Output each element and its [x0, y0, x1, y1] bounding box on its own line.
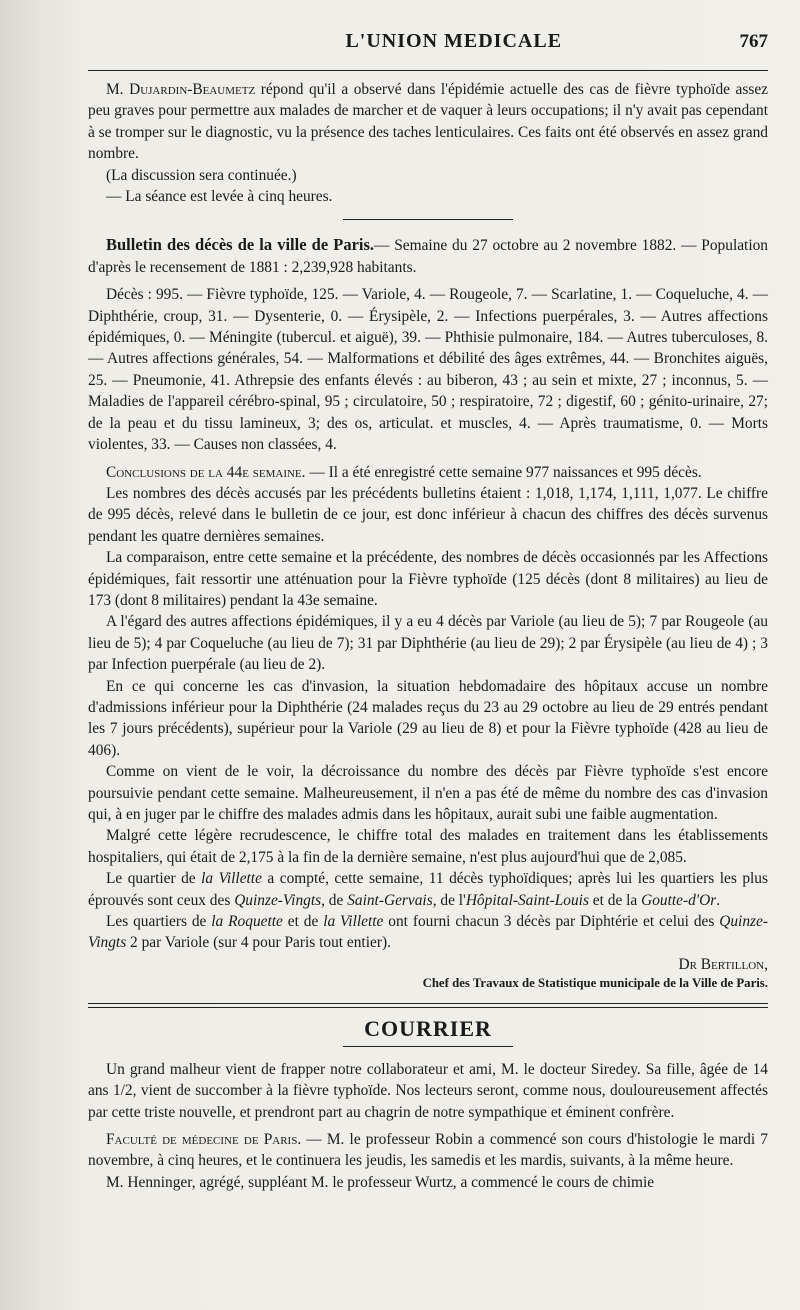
invasion-paragraph: En ce qui concerne les cas d'invasion, la situation hebdomadaire des hôpitaux accuse un nombre d'admissions inférieur pour la Diphthérie (24 malades reçus du 23 au 29 octobre au lieu de 29 entrés pendant les 7 jours précédents), supérieur pour la Variole (29 au lieu de 8) et pour la Fièvre typhoïde (428 au lieu de 406). — [88, 677, 768, 759]
courrier-heading: COURRIER — [364, 1015, 492, 1041]
text-run: , de — [321, 891, 348, 909]
text-run: Les quartiers de — [106, 913, 212, 931]
section-divider — [343, 219, 513, 220]
villette-paragraph — [88, 868, 768, 911]
recrudescence-paragraph: Malgré cette légère recrudescence, le chiffre total des malades en traitement dans les établissements hospitaliers, qui était de 2,175 à la fin de la dernière semaine, n'est plus aujourd'hui que de 2,085. — [88, 827, 768, 866]
decrease-paragraph: Comme on vient de le voir, la décroissance du nombre des décès par Fièvre typhoïde s'est encore poursuivie pendant cette semaine. Malheureusement, il n'en a pas été de même du nombre des cas d'invasion qui, à en juger par le chiffre des malades admis dans les hôpitaux, aurait subi une faible augmentation. — [88, 763, 768, 823]
siredey-paragraph: Un grand malheur vient de frapper notre collaborateur et ami, M. le docteur Siredey. Sa fille, âgée de 14 ans 1/2, vient de succomber à la fièvre typhoïde. Nos lecteurs seront, comme nous, douloureusement affectés par cette triste nouvelle, et prendront part au chagrin de notre sympathique et éminent confrère. — [88, 1060, 768, 1121]
roquette-paragraph — [88, 911, 768, 954]
bulletin-intro-text: — Semaine du 27 octobre au 2 novembre 1882. — Population d'après le recensement de 1881 : 2,239,928 habitants. — [88, 237, 768, 276]
text-run: a compté, cette semaine, 11 décès typhoïdiques; après lui les quartiers les plus éprouvés sont ceux des — [88, 870, 768, 909]
conclusions-paragraph — [88, 462, 768, 483]
previous-bulletins-paragraph: Les nombres des décès accusés par les précédents bulletins étaient : 1,018, 1,174, 1,111, 1,077. Le chiffre de 995 décès, relevé dans le bulletin de ce jour, est donc inférieur à chacun des chiffres des décès survenus pendant les quatre dernières semaines. — [88, 484, 768, 545]
faculte-paragraph — [88, 1129, 768, 1172]
discussion-note: (La discussion sera continuée.) — [106, 166, 297, 184]
dujardin-paragraph — [88, 79, 768, 165]
journal-title: L'UNION MEDICALE — [345, 30, 563, 52]
page-header — [88, 30, 768, 71]
comparison-paragraph: La comparaison, entre cette semaine et la précédente, des nombres de décès occasionnés par les Affections épidémiques, fait ressortir une atténuation pour la Fièvre typhoïde (125 décès (dont 8 militaires) au lieu de 173 (dont 8 militaires) pendant la 43e semaine. — [88, 549, 768, 609]
district-name: la Villette — [323, 913, 384, 931]
courrier-divider — [343, 1046, 513, 1047]
district-name: Quinze-Vingts — [234, 891, 322, 909]
henninger-paragraph: M. Henninger, agrégé, suppléant M. le professeur Wurtz, a commencé le cours de chimie — [106, 1173, 655, 1191]
page-number: 767 — [739, 31, 768, 52]
double-divider — [88, 1003, 768, 1008]
bulletin-intro — [88, 234, 768, 278]
district-name: la Roquette — [211, 913, 283, 931]
text-run: Le quartier de — [106, 870, 202, 888]
text-run: et de — [282, 913, 324, 931]
session-close: — La séance est levée à cinq heures. — [106, 188, 333, 206]
faculte-label: Faculté de médecine de Paris. — [106, 1131, 302, 1149]
district-name: Saint-Gervais — [347, 891, 433, 909]
text-run: , de l' — [432, 891, 466, 909]
district-name: la Villette — [201, 870, 262, 888]
faculte-text: — M. le professeur Robin a commencé son cours d'histologie le mardi 7 novembre, à cinq heures, et le continuera les jeudis, les samedis et les mardis, suivants, à la même heure. — [88, 1131, 768, 1170]
other-epidemics-paragraph: A l'égard des autres affections épidémiques, il y a eu 4 décès par Variole (au lieu de 5); 7 par Rougeole (au lieu de 5); 4 par Coqueluche (au lieu de 7); 31 par Diphthérie (au lieu de 29); 2 par Érysipèle (au lieu de 4) ; 3 par Infection puerpérale (au lieu de 2). — [88, 613, 768, 674]
district-name: Hôpital-Saint-Louis — [465, 891, 589, 909]
signature-title: Chef des Travaux de Statistique municipale de la Ville de Paris. — [422, 975, 768, 990]
deaths-list: Décès : 995. — Fièvre typhoïde, 125. — Variole, 4. — Rougeole, 7. — Scarlatine, 1. — Coqueluche, 4. — Diphthérie, croup, 31. — Dysenterie, 0. — Érysipèle, 2. — Infections puerpérales, 3. — Autres affections épidémiques, 0. — Méningite (tubercul. et aiguë), 39. — Phthisie pulmonaire, 184. — Autres tuberculoses, 8. — Autres affections générales, 54. — Malformations et débilité des âges extrêmes, 44. — Bronchites aiguës, 25. — Pneumonie, 41. Athrepsie des enfants élevés : au biberon, 43 ; au sein et mixte, 27 ; inconnus, 5. — Maladies de l'appareil cérébro-spinal, 95 ; circulatoire, 50 ; respiratoire, 72 ; digestif, 60 ; génito-urinaire, 27; de la peau et du tissu lamineux, 3; des os, articulat. et muscles, 4. — Après traumatisme, 0. — Morts violentes, 33. — Causes non classées, 4. — [88, 286, 768, 454]
district-name: Quinze-Vingts — [88, 913, 768, 952]
text-run: et de la — [588, 891, 642, 909]
speaker-name: M. Dujardin-Beaumetz — [106, 81, 256, 98]
conclusions-text: — Il a été enregistré cette semaine 977 naissances et 995 décès. — [305, 463, 702, 481]
text-run: . — [716, 891, 721, 909]
conclusions-label: Conclusions de la 44e semaine. — [106, 463, 306, 481]
text-run: 2 par Variole (sur 4 pour Paris tout entier). — [126, 934, 391, 952]
signature: Dr Bertillon, — [678, 955, 768, 973]
district-name: Goutte-d'Or — [641, 891, 717, 909]
dujardin-text: répond qu'il a observé dans l'épidémie actuelle des cas de fièvre typhoïde assez peu graves pour permettre aux malades de marcher et de vaquer à leurs occupations; il n'y avait pas cependant à se tromper sur le diagnostic, vu la présence des taches lenticulaires. Ces faits ont été observés en assez grand nombre. — [88, 81, 768, 163]
text-run: ont fourni chacun 3 décès par Diphtérie et celui des — [383, 913, 720, 931]
bulletin-heading: Bulletin des décès de la ville de Paris. — [106, 235, 375, 255]
